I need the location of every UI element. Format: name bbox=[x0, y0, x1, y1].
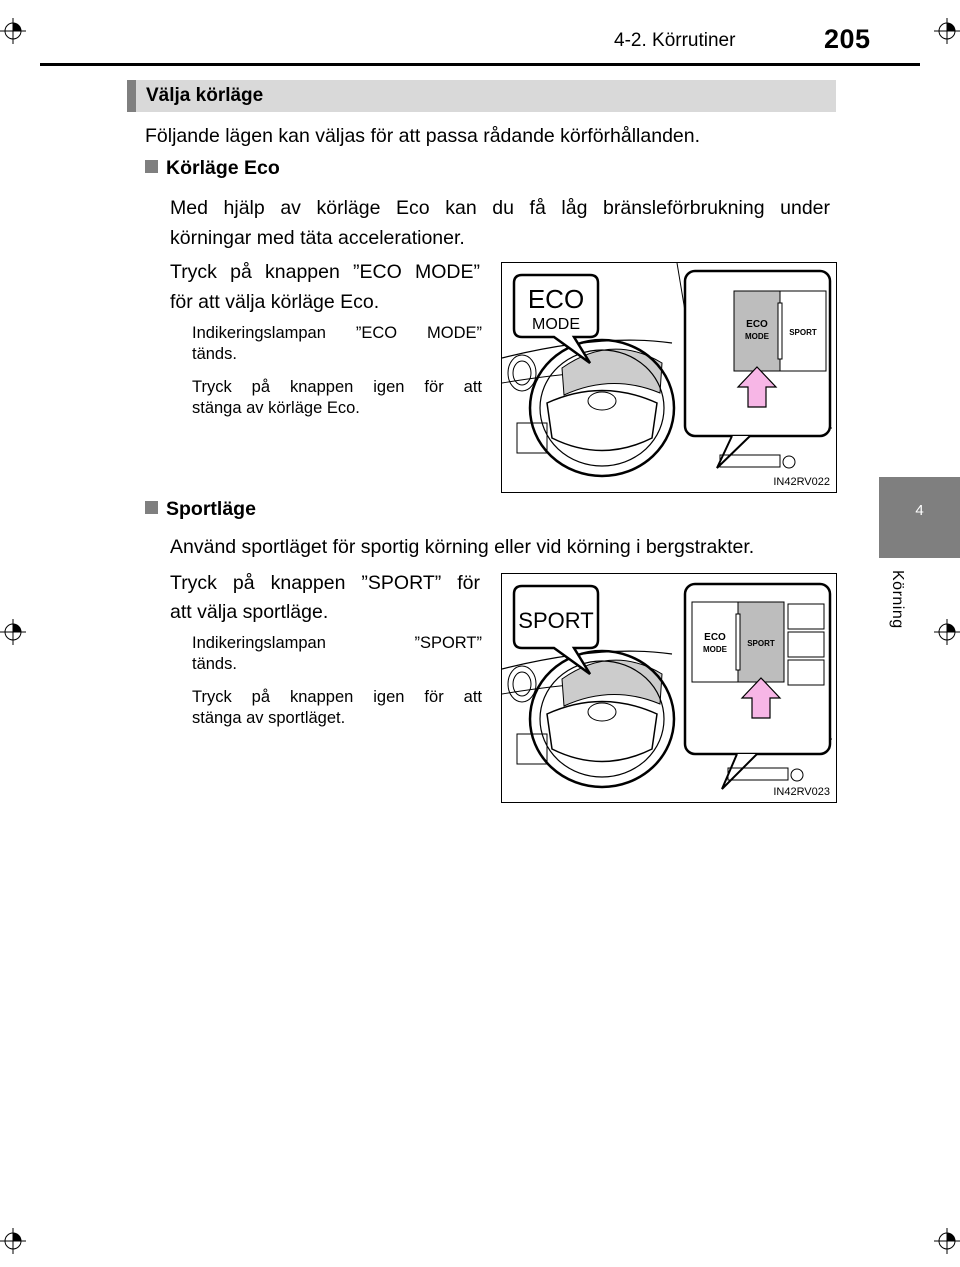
eco-callout-top: ECO bbox=[527, 284, 585, 314]
eco-description-line: körningar med täta accelerationer. bbox=[170, 227, 465, 249]
eco-heading bbox=[145, 157, 280, 180]
sport-heading-text: Sportläge bbox=[166, 498, 256, 520]
eco-note-line: stänga av körläge Eco. bbox=[192, 399, 360, 417]
eco-button-label-top: ECO bbox=[704, 632, 726, 643]
eco-button-label-bottom: MODE bbox=[745, 332, 769, 341]
sport-button-label: SPORT bbox=[747, 639, 775, 648]
sport-note-line: Tryck på knappen igen för att bbox=[192, 688, 482, 706]
eco-instruction-line: för att välja körläge Eco. bbox=[170, 291, 380, 313]
sport-note-line: Indikeringslampan ”SPORT” bbox=[192, 634, 482, 652]
sport-callout: SPORT bbox=[518, 608, 594, 633]
chapter-number: 4 bbox=[915, 502, 924, 519]
section-title: Välja körläge bbox=[146, 85, 264, 106]
sport-note-line: stänga av sportläget. bbox=[192, 709, 346, 727]
crop-mark-icon bbox=[0, 1228, 26, 1254]
crop-mark-icon bbox=[934, 619, 960, 645]
eco-instruction-line: Tryck på knappen ”ECO MODE” bbox=[170, 261, 480, 283]
crop-mark-icon bbox=[934, 18, 960, 44]
chapter-title: Körning bbox=[889, 570, 906, 629]
eco-heading-text: Körläge Eco bbox=[166, 157, 280, 179]
crop-mark-icon bbox=[934, 1228, 960, 1254]
header-rule bbox=[40, 63, 920, 66]
bullet-square-icon bbox=[145, 160, 158, 173]
sport-button-label: SPORT bbox=[789, 328, 817, 337]
figure-code: IN42RV023 bbox=[773, 786, 830, 798]
eco-button-label-bottom: MODE bbox=[703, 645, 727, 654]
eco-callout-bottom: MODE bbox=[532, 316, 580, 333]
crop-mark-icon bbox=[0, 18, 26, 44]
sport-instruction-line: Tryck på knappen ”SPORT” för bbox=[170, 572, 480, 594]
bullet-square-icon bbox=[145, 501, 158, 514]
sport-mode-illustration bbox=[501, 573, 837, 803]
eco-note-line: Tryck på knappen igen för att bbox=[192, 378, 482, 396]
page-number: 205 bbox=[824, 24, 871, 54]
eco-note-line: Indikeringslampan ”ECO MODE” bbox=[192, 324, 482, 342]
sport-note-line: tänds. bbox=[192, 655, 237, 673]
figure-code: IN42RV022 bbox=[773, 476, 830, 488]
running-header-section: 4-2. Körrutiner bbox=[614, 30, 736, 51]
section-intro: Följande lägen kan väljas för att passa rådande körförhållanden. bbox=[145, 125, 701, 147]
eco-note-line: tänds. bbox=[192, 345, 237, 363]
section-heading bbox=[127, 80, 836, 112]
crop-mark-icon bbox=[0, 619, 26, 645]
eco-mode-illustration bbox=[501, 262, 837, 493]
eco-button-label-top: ECO bbox=[746, 319, 768, 330]
sport-heading bbox=[145, 498, 256, 521]
eco-description-line: Med hjälp av körläge Eco kan du få låg bränsleförbrukning under bbox=[170, 197, 830, 219]
sport-description-line: Använd sportläget för sportig körning eller vid körning i bergstrakter. bbox=[170, 536, 755, 558]
sport-instruction-line: att välja sportläge. bbox=[170, 601, 329, 623]
